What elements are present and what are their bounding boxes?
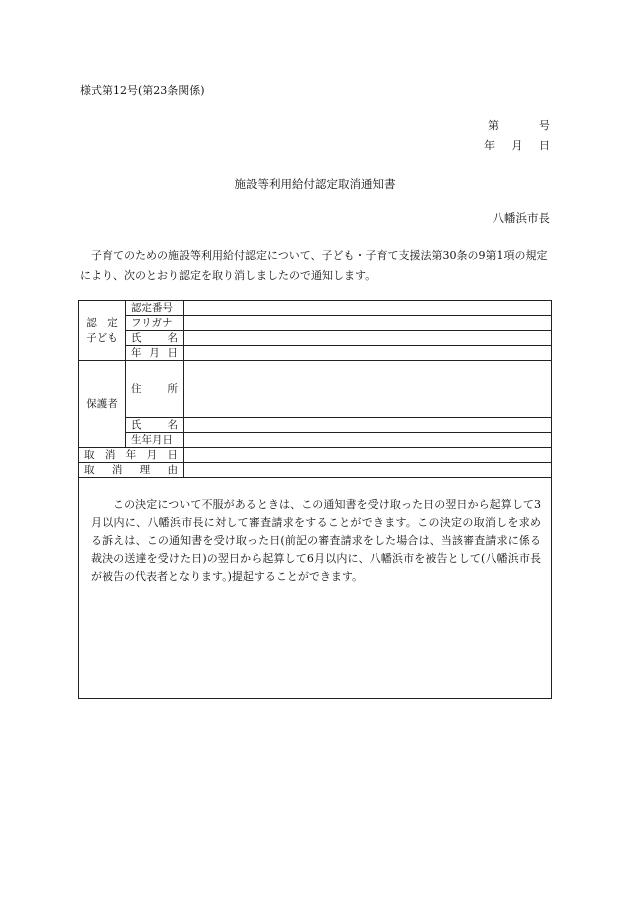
- cancel-reason-label: [79, 463, 184, 478]
- child-dob-value[interactable]: [184, 346, 552, 361]
- intro-text: 子育てのための施設等利用給付認定について、子ども・子育て支援法第30条の9第1項の規定により、次のとおり認定を取り消しましたので通知します。: [80, 249, 548, 282]
- child-name-value[interactable]: [184, 331, 552, 346]
- date-year: 年: [484, 139, 495, 152]
- table-row: [79, 301, 552, 316]
- guardian-name-b: 名: [167, 418, 178, 431]
- cancel-reason-c0: 取: [84, 463, 95, 476]
- child-name-label: [126, 331, 184, 346]
- child-dob-label: [126, 346, 184, 361]
- child-name-a: 氏: [131, 331, 142, 344]
- intro-paragraph: [80, 246, 552, 286]
- table-row: [79, 418, 552, 433]
- child-group-line1: 認 定: [86, 316, 118, 329]
- furigana-label: フリガナ: [126, 316, 184, 331]
- cancel-date-c2: 年: [125, 448, 137, 461]
- doc-no-suffix: 号: [539, 119, 550, 132]
- cert-no-value[interactable]: [184, 301, 552, 316]
- table-row: [79, 463, 552, 478]
- cancel-date-c1: 消: [104, 448, 116, 461]
- guardian-name-a: 氏: [131, 418, 142, 431]
- document-number: [488, 117, 550, 133]
- table-row: [79, 346, 552, 361]
- cancel-reason-c2: 理: [139, 463, 151, 476]
- table-row: [79, 478, 552, 699]
- table-row: [79, 316, 552, 331]
- child-dob-b: 月: [149, 346, 160, 359]
- child-dob-a: 年: [131, 346, 142, 359]
- cancel-date-label: [79, 448, 184, 463]
- guardian-name-label: [126, 418, 184, 433]
- cancel-date-c4: 日: [167, 448, 178, 461]
- appeal-notice-box: [79, 478, 552, 699]
- guardian-address-label: [126, 361, 184, 418]
- cancel-reason-value[interactable]: [184, 463, 552, 478]
- date-line: [484, 137, 550, 153]
- cancel-reason-c1: 消: [111, 463, 123, 476]
- cancel-reason-c3: 由: [167, 463, 178, 476]
- cancel-date-c3: 月: [146, 448, 158, 461]
- child-dob-c: 日: [167, 346, 178, 359]
- issuer: 八幡浜市長: [492, 211, 550, 225]
- guardian-address-a: 住: [131, 382, 142, 395]
- table-row: [79, 433, 552, 448]
- guardian-address-value[interactable]: [184, 361, 552, 418]
- appeal-notice-text: この決定について不服があるときは、この通知書を受け取った日の翌日から起算して3月以内に、八幡浜市長に対して審査請求をすることができます。この決定の取消しを求める訴えは、この通知書を受け取った日(前記の審査請求をした場合は、当該審査請求に係る裁決の送達を受けた日)の翌日から起算して6月以内に、八幡浜市を被告として(八幡浜市長が被告の代表者となります。)提起することができます。: [91, 498, 541, 583]
- date-day: 日: [539, 139, 550, 152]
- furigana-value[interactable]: [184, 316, 552, 331]
- guardian-group-label: 保護者: [79, 361, 126, 448]
- cancel-date-value[interactable]: [184, 448, 552, 463]
- form-number: 様式第12号(第23条関係): [80, 84, 205, 97]
- table-row: [79, 448, 552, 463]
- cancel-date-c0: 取: [84, 448, 95, 461]
- cert-no-label: 認定番号: [126, 301, 184, 316]
- guardian-dob-value[interactable]: [184, 433, 552, 448]
- child-group-line2: 子ども: [86, 331, 118, 344]
- child-name-b: 名: [167, 331, 178, 344]
- document-title: 施設等利用給付認定取消通知書: [234, 177, 396, 191]
- table-row: [79, 361, 552, 418]
- cancellation-table: [78, 300, 552, 699]
- doc-no-prefix: 第: [488, 119, 499, 132]
- date-month: 月: [511, 139, 523, 152]
- guardian-address-b: 所: [167, 382, 178, 395]
- child-group-label: [79, 301, 126, 361]
- guardian-dob-label: 生年月日: [126, 433, 184, 448]
- guardian-name-value[interactable]: [184, 418, 552, 433]
- table-row: [79, 331, 552, 346]
